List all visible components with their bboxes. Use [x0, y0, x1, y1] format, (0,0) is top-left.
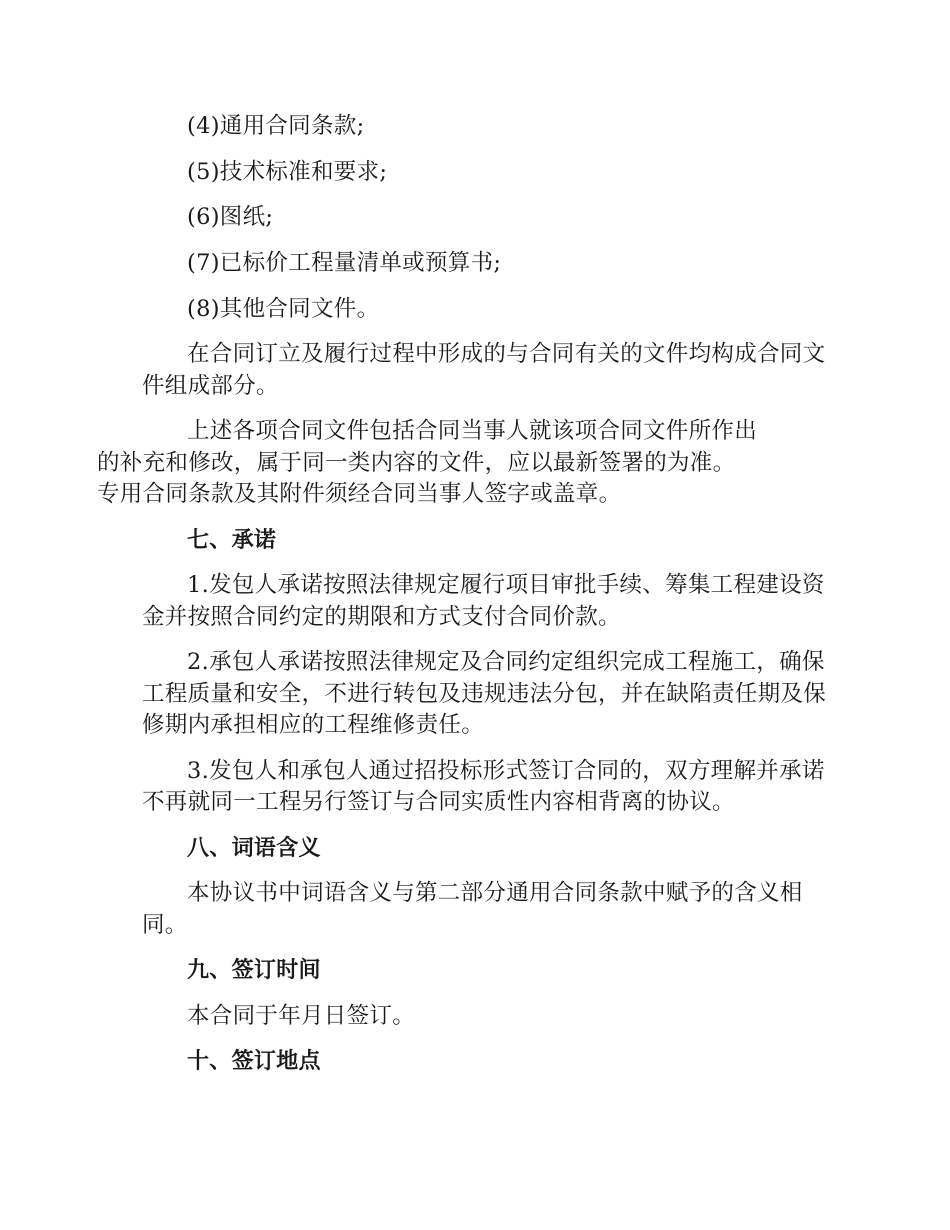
section-7-item-2: 2.承包人承诺按照法律规定及合同约定组织完成工程施工，确保工程质量和安全，不进行转包及违规违法分包，并在缺陷责任期及保修期内承担相应的工程维修责任。 [142, 649, 827, 739]
section-8-text: 本协议书中词语含义与第二部分通用合同条款中赋予的含义相同。 [142, 880, 803, 938]
supplements-line-3: 专用合同条款及其附件须经合同当事人签字或盖章。 [97, 481, 622, 508]
document-body [97, 111, 832, 1092]
supplements-line-1: 上述各项合同文件包括合同当事人就该项合同文件所作出 [187, 418, 758, 445]
section-7-item-3: 3.发包人和承包人通过招投标形式签订合同的，双方理解并承诺不再就同一工程另行签订与合同实质性内容相背离的协议。 [142, 757, 825, 816]
section-8-heading: 八、词语含义 [187, 835, 321, 861]
list-item-7: (7)已标价工程量清单或预算书; [187, 250, 502, 277]
section-7-heading: 七、承诺 [187, 527, 277, 553]
paragraph-formation-docs: 在合同订立及履行过程中形成的与合同有关的文件均构成合同文件组成部分。 [142, 341, 826, 399]
section-7-item-1: 1.发包人承诺按照法律规定履行项目审批手续、筹集工程建设资金并按照合同约定的期限和方式支付合同价款。 [142, 572, 825, 630]
section-9-text: 本合同于年月日签订。 [187, 1002, 416, 1029]
paragraph-supplements [97, 416, 832, 511]
list-item-4: (4)通用合同条款; [187, 113, 365, 139]
section-10-heading: 十、签订地点 [187, 1049, 321, 1075]
section-9-heading: 九、签订时间 [187, 958, 321, 984]
list-item-8: (8)其他合同文件。 [187, 295, 380, 322]
list-item-6: (6)图纸; [187, 204, 274, 231]
supplements-line-2: 的补充和修改，属于同一类内容的文件，应以最新签署的为准。 [97, 449, 736, 476]
list-item-5: (5)技术标准和要求; [187, 158, 388, 185]
